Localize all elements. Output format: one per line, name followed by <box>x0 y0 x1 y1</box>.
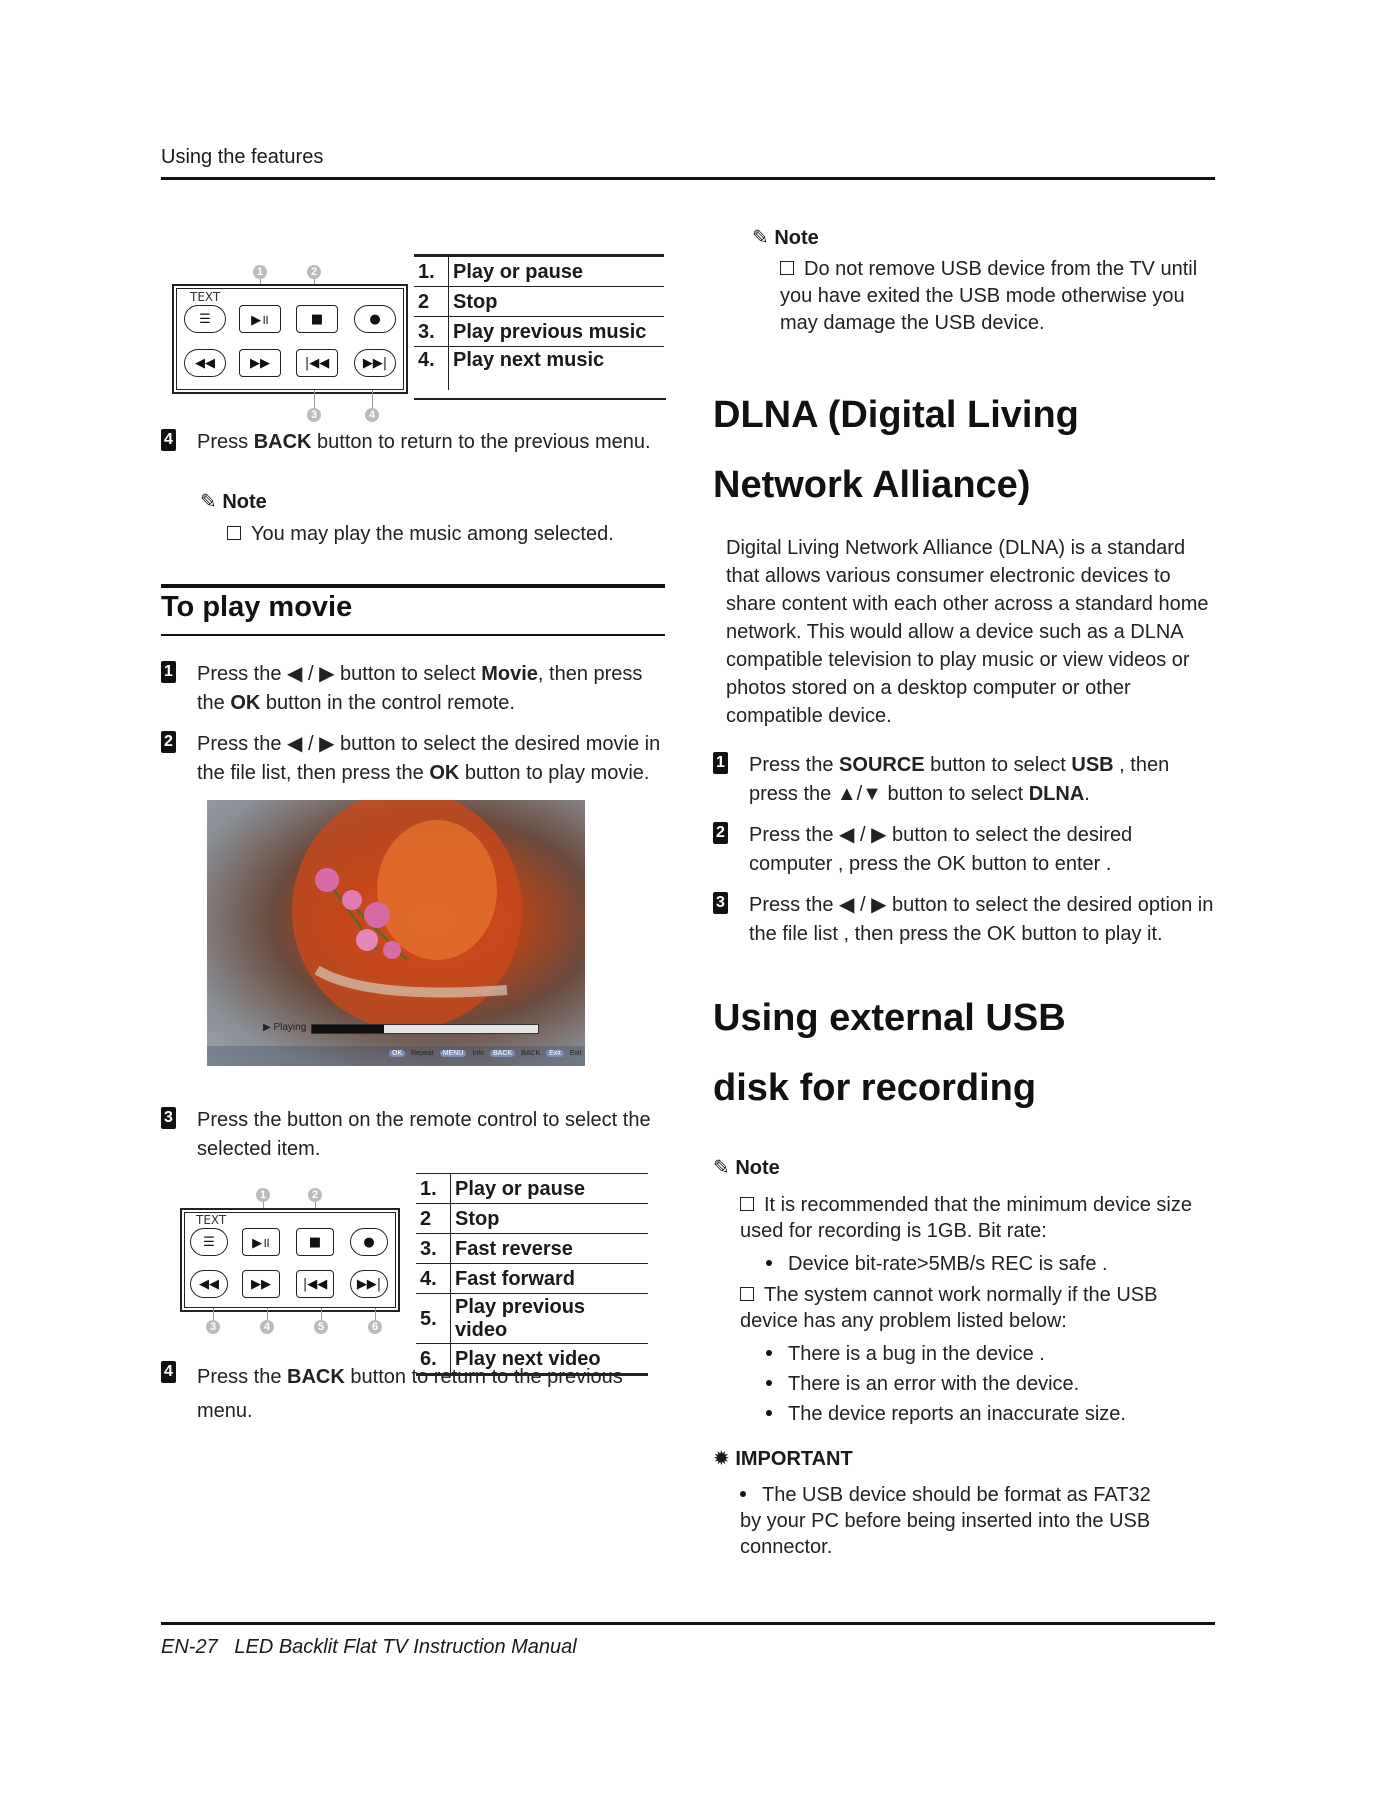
control-hints: OK Repeat MENU Info BACK BACK Exit Exit <box>389 1050 581 1057</box>
checkbox-bullet-icon <box>740 1287 754 1301</box>
table-row: 1. Play or pause <box>416 1174 648 1204</box>
step-number: 3 <box>161 1107 176 1129</box>
usb-note-item1: It is recommended that the minimum device size used for recording is 1GB. Bit rate: <box>740 1194 1192 1242</box>
movie-remote-diagram <box>180 1184 410 1344</box>
playing-status: ▶ Playing <box>263 1022 307 1033</box>
important-heading: ✹ IMPORTANT <box>713 1448 853 1470</box>
bullet-icon <box>766 1410 772 1416</box>
dlna-step3-text: Press the ◀ / ▶ button to select the desired option in the file list , then press the OK button to play it. <box>749 894 1214 945</box>
step-number: 1 <box>161 661 176 683</box>
usb-note-item1-bullet: Device bit-rate>5MB/s REC is safe . <box>766 1250 1206 1279</box>
music-remote-diagram <box>172 262 412 422</box>
footer-divider <box>161 1622 1215 1625</box>
movie-key-table <box>416 1173 648 1376</box>
text-icon: ☰ <box>184 305 226 333</box>
footer <box>161 1636 577 1659</box>
warning-icon: ✹ <box>713 1448 730 1470</box>
callout-4: 4 <box>260 1320 274 1334</box>
pencil-icon: ✎ <box>200 491 217 513</box>
step-number: 2 <box>161 731 176 753</box>
table-row: 1. Play or pause <box>414 256 664 287</box>
callout-5: 5 <box>314 1320 328 1334</box>
rewind-icon: ◀◀ <box>184 349 226 377</box>
progress-fill <box>312 1025 384 1033</box>
rewind-icon: ◀◀ <box>190 1270 228 1298</box>
dlna-heading: DLNA (Digital Living Network Alliance) <box>713 394 1079 506</box>
remote-text-label: TEXT <box>190 290 221 304</box>
back-key-badge: BACK <box>490 1050 515 1057</box>
movie-step1-text: Press the ◀ / ▶ button to select Movie, then press the OK button in the control remote. <box>197 663 643 714</box>
table-row: 2 Stop <box>416 1204 648 1234</box>
table-row: 2 Stop <box>414 287 664 317</box>
step-number: 3 <box>713 892 728 914</box>
movie-step3-text: Press the button on the remote control to select the selected item. <box>197 1109 651 1160</box>
pencil-icon: ✎ <box>713 1157 730 1179</box>
pencil-icon: ✎ <box>752 227 769 249</box>
manual-title: LED Backlit Flat TV Instruction Manual <box>234 1636 577 1658</box>
page-number: EN-27 <box>161 1636 218 1658</box>
bullet-icon <box>740 1491 746 1497</box>
step-number: 4 <box>161 1361 176 1383</box>
checkbox-bullet-icon <box>780 261 794 275</box>
music-key-table <box>414 254 664 390</box>
important-item: The USB device should be format as FAT32 by your PC before being inserted into the USB connector. <box>740 1484 1151 1558</box>
movie-step2-text: Press the ◀ / ▶ button to select the desired movie in the file list, then press the OK button to play movie. <box>197 733 661 784</box>
note-music-heading: ✎ Note <box>200 491 267 513</box>
table-row: 4. Play next music <box>414 347 664 391</box>
table-row: 3. Play previous music <box>414 317 664 347</box>
callout-1: 1 <box>256 1188 270 1202</box>
step-number: 2 <box>713 822 728 844</box>
exit-key-badge: Exit <box>546 1050 564 1057</box>
music-table-bottom-rule <box>414 398 666 400</box>
table-row: 6. Play next video <box>416 1344 648 1375</box>
text-icon: ☰ <box>190 1228 228 1256</box>
callout-4: 4 <box>365 408 379 422</box>
note-music-item: You may play the music among selected. <box>227 520 667 549</box>
play-pause-icon: ▶॥ <box>239 305 281 333</box>
dlna-step1-text: Press the SOURCE button to select USB , then press the ▲/▼ button to select DLNA. <box>749 754 1170 805</box>
progress-bar <box>311 1024 539 1034</box>
table-row: 3. Fast reverse <box>416 1234 648 1264</box>
note-recording-heading: ✎ Note <box>713 1157 780 1179</box>
remote-panel <box>180 1208 400 1312</box>
stop-icon: ■ <box>296 1228 334 1256</box>
play-pause-icon: ▶॥ <box>242 1228 280 1256</box>
callout-3: 3 <box>307 408 321 422</box>
previous-icon: |◀◀ <box>296 349 338 377</box>
record-icon: ● <box>354 305 396 333</box>
checkbox-bullet-icon <box>740 1197 754 1211</box>
step-number: 1 <box>713 752 728 774</box>
callout-2: 2 <box>307 265 321 279</box>
record-icon: ● <box>350 1228 388 1256</box>
dlna-step2-text: Press the ◀ / ▶ button to select the desired computer , press the OK button to enter . <box>749 824 1133 875</box>
callout-3: 3 <box>206 1320 220 1334</box>
movie-playback-screenshot <box>207 800 585 1066</box>
previous-icon: |◀◀ <box>296 1270 334 1298</box>
remote-panel <box>172 284 408 394</box>
usb-note-item2: The system cannot work normally if the USB device has any problem listed below: <box>740 1284 1158 1332</box>
callout-6: 6 <box>368 1320 382 1334</box>
bullet-icon <box>766 1260 772 1266</box>
movie-heading-rule-top <box>161 584 665 588</box>
callout-2: 2 <box>308 1188 322 1202</box>
bullet-icon <box>766 1350 772 1356</box>
list-item: The device reports an inaccurate size. <box>766 1400 1206 1429</box>
callout-1: 1 <box>253 265 267 279</box>
fast-forward-icon: ▶▶ <box>239 349 281 377</box>
movie-heading-rule-bottom <box>161 634 665 636</box>
next-icon: ▶▶| <box>354 349 396 377</box>
menu-key-badge: MENU <box>440 1050 467 1057</box>
music-step4-text: Press BACK button to return to the previous menu. <box>197 431 651 453</box>
movie-heading: To play movie <box>161 591 353 623</box>
table-row: 4. Fast forward <box>416 1264 648 1294</box>
header-section-title: Using the features <box>161 146 324 168</box>
stop-icon: ■ <box>296 305 338 333</box>
checkbox-bullet-icon <box>227 526 241 540</box>
movie-step4-text: Press the BACK button to return to the previous menu. <box>197 1366 623 1422</box>
bullet-icon <box>766 1380 772 1386</box>
header-divider <box>161 177 1215 180</box>
remote-text-label: TEXT <box>196 1213 227 1227</box>
note-usb-item: Do not remove USB device from the TV until you have exited the USB mode otherwise you may damage the USB device. <box>780 258 1198 334</box>
note-usb-heading: ✎ Note <box>752 227 819 249</box>
list-item: There is an error with the device. <box>766 1370 1206 1399</box>
usb-recording-heading: Using external USB disk for recording <box>713 997 1066 1109</box>
dlna-intro: Digital Living Network Alliance (DLNA) is a standard that allows various consumer electronic devices to share content with each other across a standard home network. This would allow a device such as a DLNA compatible television to play music or view videos or photos stored on a desktop computer or other compatible device. <box>726 537 1209 727</box>
table-row: 5. Play previous video <box>416 1294 648 1344</box>
fast-forward-icon: ▶▶ <box>242 1270 280 1298</box>
ok-key-badge: OK <box>389 1050 405 1057</box>
next-icon: ▶▶| <box>350 1270 388 1298</box>
step-number: 4 <box>161 429 176 451</box>
list-item: There is a bug in the device . <box>766 1340 1206 1369</box>
